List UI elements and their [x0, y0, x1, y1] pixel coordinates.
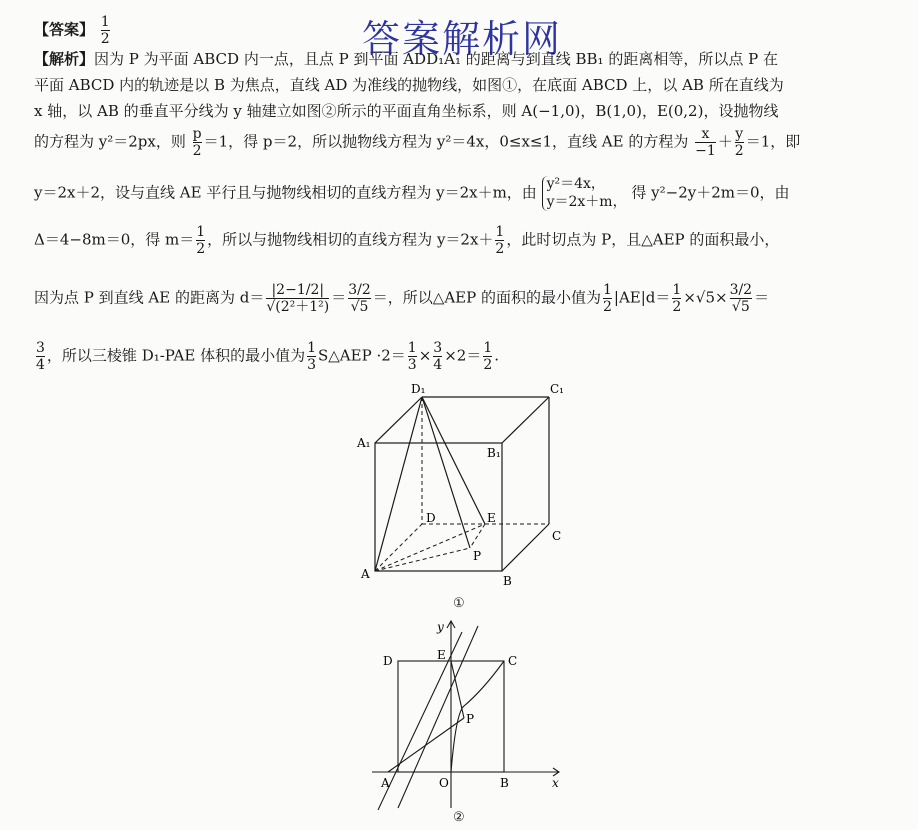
frac-three-quarters-2: $\frac{3}{4}$: [433, 340, 443, 374]
frac-p-over-2: $\frac{p}{2}$: [192, 126, 202, 160]
label-C2: C: [508, 654, 518, 668]
figure-2-coordinate: [368, 616, 568, 810]
label-y: y: [437, 620, 444, 634]
frac-third: $\frac{1}{3}$: [307, 340, 316, 374]
frac-distance-value-2: $\frac{3/2}{√5}$: [729, 282, 753, 316]
answer-line: [34, 14, 112, 47]
label-A1: A₁: [357, 436, 371, 450]
label-D: D: [426, 511, 436, 525]
edge-d1-e: [422, 397, 485, 524]
label-B2: B: [500, 776, 509, 790]
frac-distance-value: $\frac{3/2}{√5}$: [348, 282, 371, 316]
analysis-line-6: Δ＝4−8m＝0，得 m＝ $\frac{1}{2}$ ，所以与抛物线相切的直线方程为 y＝2x＋ $\frac{1}{2}$ ，此时切点为 P，且△AEP 的面积最小，: [34, 224, 780, 258]
analysis-line-7: 因为点 P 到直线 AE 的距离为 d＝ $\frac{|2-1/2|}{\text{√(2²＋1²)}}$ ＝ $\frac{3/2}{√5}$ ＝，所以△AEP 的面积的最小值为 $\frac{1}{2}$ |AE|d＝ $\frac{1}{2}$ ×√5× $\frac{3/2}{√5}$ ＝: [34, 282, 770, 316]
parabola: [451, 661, 504, 772]
label-A: A: [361, 567, 370, 581]
label-B: B: [503, 574, 512, 588]
cube-front-face: [375, 443, 502, 571]
figure-1-caption: ①: [453, 596, 465, 611]
edge-d1-a: [375, 397, 422, 571]
label-A2: A: [381, 776, 390, 790]
frac-distance: $\frac{|2-1/2|}{\text{√(2²＋1²)}}$: [266, 282, 330, 316]
label-x: x: [552, 776, 559, 790]
analysis-line-4: 的方程为 y²＝2px，则 $\frac{p}{2}$ ＝1，得 p＝2，所以抛物线方程为 y²＝4x，0≤x≤1，直线 AE 的方程为 $\frac{x}{-1}$ ＋ $\frac{y}{2}$ ＝1，即: [34, 126, 801, 160]
label-E2: E: [437, 648, 446, 662]
watermark: 答案解析网: [362, 17, 563, 61]
frac-half-area-2: $\frac{1}{2}$: [672, 282, 682, 316]
analysis-line-8: $\frac{3}{4}$ ，所以三棱锥 D₁-PAE 体积的最小值为 $\frac{1}{3}$ S△AEP ·2＝ $\frac{1}{3}$ × $\frac{3}{4}$ ×2＝ $\frac{1}{2}$ .: [36, 340, 500, 374]
frac-third-2: $\frac{1}{3}$: [407, 340, 417, 374]
frac-x-over-minus1: $\frac{x}{-1}$: [695, 126, 716, 160]
label-D2: D: [383, 654, 393, 668]
label-B1: B₁: [487, 446, 501, 460]
frac-half-tangent: $\frac{1}{2}$: [495, 224, 505, 258]
analysis-line-1: 【解析】因为 P 为平面 ABCD 内一点，且点 P 到平面 ADD₁A₁ 的距离与到直线 BB₁ 的距离相等，所以点 P 在: [34, 50, 778, 68]
frac-three-quarters: $\frac{3}{4}$: [36, 340, 45, 374]
label-C1: C₁: [550, 382, 564, 396]
figure-1-cube: [340, 378, 580, 593]
analysis-line-2: 平面 ABCD 内的轨迹是以 B 为焦点，直线 AD 为准线的抛物线，如图①，在底面 ABCD 上，以 AB 所在直线为: [34, 76, 784, 94]
frac-half-area: $\frac{1}{2}$: [602, 282, 612, 316]
label-D1: D₁: [411, 382, 426, 396]
equation-system: y²＝4x， y＝2x＋m，: [542, 176, 627, 211]
analysis-line-5: y＝2x＋2，设与直线 AE 平行且与抛物线相切的直线方程为 y＝2x＋m，由 y²＝4x， y＝2x＋m， 得 y²−2y＋2m＝0，由: [34, 176, 790, 210]
frac-half-result: $\frac{1}{2}$: [483, 340, 493, 374]
label-O: O: [439, 776, 449, 790]
label-C: C: [552, 529, 562, 543]
answer-tag: 【答案】: [34, 20, 95, 39]
edge-d1-p: [422, 397, 470, 548]
analysis-line-3: x 轴，以 AB 的垂直平分线为 y 轴建立如图②所示的平面直角坐标系，则 A(−1,0)，B(1,0)，E(0,2)，设抛物线: [34, 102, 779, 120]
figure-2-caption: ②: [453, 810, 465, 825]
label-E: E: [487, 511, 496, 525]
answer-fraction: $\frac{1}{2}$: [100, 14, 110, 48]
frac-half-m: $\frac{1}{2}$: [196, 224, 206, 258]
label-P: P: [473, 549, 482, 563]
label-P2: P: [466, 712, 475, 726]
analysis-tag: 【解析】: [34, 50, 95, 68]
frac-y-over-2: $\frac{y}{2}$: [734, 126, 744, 160]
